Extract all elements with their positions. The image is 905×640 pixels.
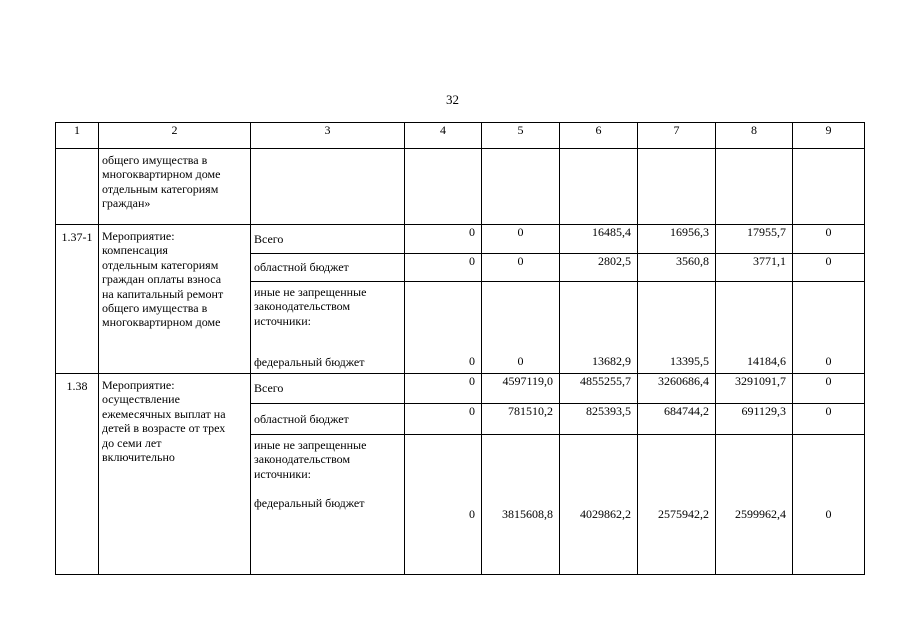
text-line: источники: xyxy=(254,313,311,328)
value-cell: 684744,2 xyxy=(638,404,716,435)
text-line: иные не запрещенные xyxy=(254,285,367,299)
text-line: общего имущества в xyxy=(102,153,208,167)
text-line: Мероприятие: xyxy=(102,378,175,392)
value-cell: 825393,5 xyxy=(560,404,638,435)
source-label-cell xyxy=(251,282,405,374)
column-header: 8 xyxy=(716,123,793,149)
federal-budget-label: федеральный бюджет xyxy=(254,354,365,369)
source-label: Всего xyxy=(251,225,405,254)
value-cell: 0 xyxy=(482,282,560,374)
value-cell: 4855255,7 xyxy=(560,374,638,404)
text-line: отдельным категориям xyxy=(102,257,219,272)
source-label: областной бюджет xyxy=(251,254,405,282)
value-cell: 0 xyxy=(793,435,865,575)
value-cell: 691129,3 xyxy=(716,404,793,435)
table-cell xyxy=(793,149,865,225)
text-line: иные не запрещенные xyxy=(254,438,367,452)
text-line: граждан» xyxy=(102,196,151,211)
other-sources-block xyxy=(254,438,400,481)
activity-description xyxy=(99,374,251,575)
activity-description xyxy=(99,225,251,374)
value-cell: 16485,4 xyxy=(560,225,638,254)
table-row xyxy=(56,225,865,254)
value-cell: 16956,3 xyxy=(638,225,716,254)
text-line: осуществление xyxy=(102,392,180,407)
table-cell xyxy=(405,149,482,225)
value-cell: 14184,6 xyxy=(716,282,793,374)
text-line: Мероприятие: xyxy=(102,229,175,243)
column-header: 4 xyxy=(405,123,482,149)
row-number: 1.37-1 xyxy=(56,225,99,374)
column-header: 2 xyxy=(99,123,251,149)
continuation-text xyxy=(99,149,251,225)
other-sources-block xyxy=(254,285,400,328)
text-line: общего имущества в xyxy=(102,300,208,315)
text-line: ежемесячных выплат на xyxy=(102,406,226,421)
text-line: включительно xyxy=(102,449,175,464)
text-line: отдельным категориям xyxy=(102,181,219,196)
value-cell: 0 xyxy=(405,225,482,254)
row-number: 1.38 xyxy=(56,374,99,575)
value-cell: 2802,5 xyxy=(560,254,638,282)
table-cell xyxy=(251,149,405,225)
text-line: многоквартирном доме xyxy=(102,315,221,330)
table-cell xyxy=(638,149,716,225)
text-line: на капитальный ремонт xyxy=(102,286,224,301)
value-cell: 0 xyxy=(405,374,482,404)
column-header: 9 xyxy=(793,123,865,149)
text-line: законодательством xyxy=(254,299,351,314)
value-cell: 3815608,8 xyxy=(482,435,560,575)
value-cell: 781510,2 xyxy=(482,404,560,435)
value-cell: 3260686,4 xyxy=(638,374,716,404)
text-line: граждан оплаты взноса xyxy=(102,272,222,287)
value-cell: 2599962,4 xyxy=(716,435,793,575)
value-cell: 0 xyxy=(482,254,560,282)
source-label: областной бюджет xyxy=(251,404,405,435)
value-cell: 0 xyxy=(405,435,482,575)
value-cell: 17955,7 xyxy=(716,225,793,254)
text-line: до семи лет xyxy=(102,435,162,450)
value-cell: 3291091,7 xyxy=(716,374,793,404)
value-cell: 4029862,2 xyxy=(560,435,638,575)
text-line: детей в возрасте от трех xyxy=(102,421,226,436)
value-cell: 0 xyxy=(405,254,482,282)
value-cell: 0 xyxy=(793,254,865,282)
column-header: 5 xyxy=(482,123,560,149)
value-cell: 0 xyxy=(482,225,560,254)
page-number: 32 xyxy=(446,92,459,107)
budget-table xyxy=(55,122,865,575)
text-line: компенсация xyxy=(102,243,168,258)
table-header-row xyxy=(56,123,865,149)
text-line: многоквартирном доме xyxy=(102,167,221,182)
value-cell: 0 xyxy=(793,404,865,435)
value-cell: 0 xyxy=(793,282,865,374)
table-row xyxy=(56,374,865,404)
source-label-cell xyxy=(251,435,405,575)
column-header: 1 xyxy=(56,123,99,149)
table-cell xyxy=(560,149,638,225)
continuation-row xyxy=(56,149,865,225)
value-cell: 4597119,0 xyxy=(482,374,560,404)
value-cell: 2575942,2 xyxy=(638,435,716,575)
column-header: 3 xyxy=(251,123,405,149)
value-cell: 3771,1 xyxy=(716,254,793,282)
table-cell xyxy=(716,149,793,225)
value-cell: 13682,9 xyxy=(560,282,638,374)
table-cell xyxy=(56,149,99,225)
value-cell: 13395,5 xyxy=(638,282,716,374)
text-line: источники: xyxy=(254,466,311,481)
value-cell: 0 xyxy=(405,282,482,374)
table-cell xyxy=(482,149,560,225)
value-cell: 0 xyxy=(405,404,482,435)
column-header: 6 xyxy=(560,123,638,149)
value-cell: 3560,8 xyxy=(638,254,716,282)
text-line: законодательством xyxy=(254,452,351,467)
column-header: 7 xyxy=(638,123,716,149)
value-cell: 0 xyxy=(793,225,865,254)
source-label: Всего xyxy=(251,374,405,404)
federal-budget-label: федеральный бюджет xyxy=(254,496,365,511)
value-cell: 0 xyxy=(793,374,865,404)
